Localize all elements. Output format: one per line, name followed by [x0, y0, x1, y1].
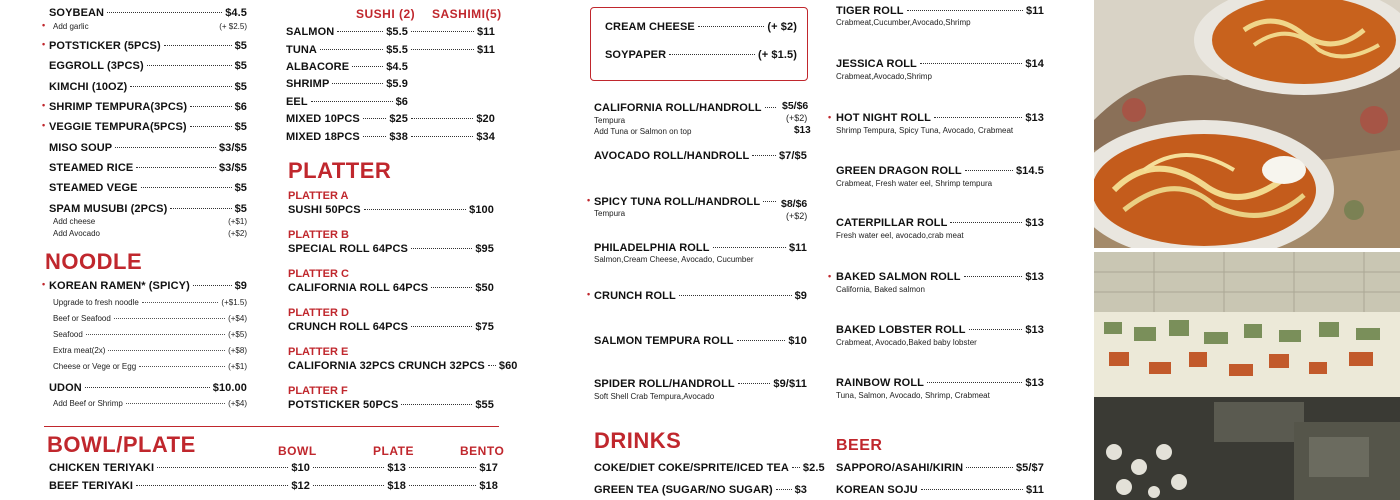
special-roll-desc: Fresh water eel, avocado,crab meat [836, 231, 964, 240]
special-roll-desc: Crabmeat, Fresh water eel, Shrimp tempura [836, 179, 993, 188]
star-icon: • [828, 112, 832, 122]
star-icon: • [42, 20, 46, 30]
plate-column-header: PLATE [373, 444, 414, 458]
special-roll: BAKED LOBSTER ROLL $13 [836, 324, 1044, 336]
platter-item: SPECIAL ROLL 64PCS $95 [288, 243, 494, 255]
ramen-option: Upgrade to fresh noodle (+$1.5) [53, 298, 247, 307]
menu-item-avocado-roll: AVOCADO ROLL/HANDROLL $7/$5 [594, 150, 807, 162]
spicy-tuna-note: Tempura [594, 209, 626, 218]
beer-item: KOREAN SOJU $11 [836, 484, 1044, 496]
drinks-heading: DRINKS [594, 428, 682, 453]
star-icon: • [828, 271, 832, 281]
menu-item-kimchi: KIMCHI (10OZ) $5 [49, 81, 247, 93]
platter-heading: PLATTER [288, 158, 392, 183]
bowl-row: CHICKEN TERIYAKI $10 [49, 462, 310, 474]
beer-heading: BEER [836, 437, 883, 454]
addon-avocado: Add Avocado (+$2) [53, 229, 247, 238]
menu-item-steamed-vege: STEAMED VEGE $5 [49, 182, 247, 194]
star-icon: • [42, 39, 46, 49]
bowl-row: BEEF TERIYAKI $12 [49, 480, 310, 492]
special-roll: CATERPILLAR ROLL $13 [836, 217, 1044, 229]
spicy-tuna-tempura-price: (+$2) [786, 211, 808, 221]
platter-item: CRUNCH ROLL 64PCS $75 [288, 321, 494, 333]
sushi-row: MIXED 18PCS $38 [286, 131, 408, 143]
ramen-option: Cheese or Vege or Egg (+$1) [53, 362, 247, 371]
california-note: Add Tuna or Salmon on top [594, 127, 692, 136]
california-tempura-price: (+$2) [786, 113, 808, 123]
platter-label: PLATTER C [288, 268, 349, 280]
bento-column-header: BENTO [460, 444, 505, 458]
platter-label: PLATTER B [288, 229, 349, 241]
sashimi-price: $34 [408, 131, 495, 143]
bowl-column-header: BOWL [278, 444, 317, 458]
platter-label: PLATTER E [288, 346, 349, 358]
bento-price: $17 [406, 462, 498, 474]
menu-item-salmon-tempura-roll: SALMON TEMPURA ROLL $10 [594, 335, 807, 347]
ramen-option: Seafood (+$5) [53, 330, 247, 339]
star-icon: • [42, 279, 46, 289]
ramen-option: Beef or Seafood (+$4) [53, 314, 247, 323]
restaurant-interior-photo [1094, 252, 1400, 500]
philadelphia-desc: Salmon,Cream Cheese, Avocado, Cucumber [594, 255, 754, 264]
special-roll: TIGER ROLL $11 [836, 5, 1044, 17]
sashimi-column-header: SASHIMI(5) [432, 7, 502, 21]
platter-item: POTSTICKER 50PCS $55 [288, 399, 494, 411]
sushi-row: EEL $6 [286, 96, 408, 108]
star-icon: • [42, 100, 46, 110]
ramen-bowl-photo [1094, 0, 1400, 248]
menu-item-soybean: SOYBEAN $4.5 [49, 7, 247, 19]
plate-price: $13 [310, 462, 406, 474]
drink-item: COKE/DIET COKE/SPRITE/ICED TEA $2.5 [594, 462, 825, 474]
california-topping-price: $13 [794, 125, 811, 136]
special-roll-desc: California, Baked salmon [836, 285, 925, 294]
sushi-row: TUNA $5.5 [286, 44, 408, 56]
platter-item: CALIFORNIA ROLL 64PCS $50 [288, 282, 494, 294]
section-divider [44, 426, 499, 427]
menu-item-spam-musubi: SPAM MUSUBI (2PCS) $5 [49, 203, 247, 215]
menu-item-california-roll: CALIFORNIA ROLL/HANDROLL [594, 102, 779, 114]
menu-item-philadelphia-roll: PHILADELPHIA ROLL $11 [594, 242, 807, 254]
addon-garlic: Add garlic (+ $2.5) [53, 22, 247, 31]
spider-desc: Soft Shell Crab Tempura,Avocado [594, 392, 715, 401]
special-roll-desc: Crabmeat,Avocado,Shrimp [836, 72, 932, 81]
sushi-row: ALBACORE $4.5 [286, 61, 408, 73]
california-note: Tempura [594, 116, 626, 125]
star-icon: • [42, 120, 46, 130]
sushi-row: SALMON $5.5 [286, 26, 408, 38]
sushi-column-header: SUSHI (2) [356, 7, 416, 21]
star-icon: • [587, 289, 591, 299]
menu-item-spider-roll: SPIDER ROLL/HANDROLL $9/$11 [594, 378, 807, 390]
platter-label: PLATTER D [288, 307, 349, 319]
menu-item-spicy-tuna-roll: SPICY TUNA ROLL/HANDROLL [594, 196, 779, 208]
spicy-tuna-price: $8/$6 [781, 198, 808, 210]
special-roll-desc: Shrimp Tempura, Spicy Tuna, Avocado, Crabmeat [836, 126, 1014, 135]
menu-item-shrimp-tempura: SHRIMP TEMPURA(3PCS) $6 [49, 101, 247, 113]
star-icon: • [587, 195, 591, 205]
plate-price: $18 [310, 480, 406, 492]
menu-item-steamed-rice: STEAMED RICE $3/$5 [49, 162, 247, 174]
addon-cheese: Add cheese (+$1) [53, 217, 247, 226]
extras-box [590, 7, 808, 81]
extra-item: SOYPAPER (+ $1.5) [605, 49, 797, 61]
special-roll: HOT NIGHT ROLL $13 [836, 112, 1044, 124]
special-roll: RAINBOW ROLL $13 [836, 377, 1044, 389]
ramen-option: Extra meat(2x) (+$8) [53, 346, 247, 355]
menu-item-korean-ramen: KOREAN RAMEN* (SPICY) $9 [49, 280, 247, 292]
platter-label: PLATTER F [288, 385, 348, 397]
platter-item: SUSHI 50PCS $100 [288, 204, 494, 216]
sushi-row: SHRIMP $5.9 [286, 78, 408, 90]
special-roll: BAKED SALMON ROLL $13 [836, 271, 1044, 283]
menu-item-udon: UDON $10.00 [49, 382, 247, 394]
special-roll-desc: Tuna, Salmon, Avocado, Shrimp, Crabmeat [836, 391, 990, 400]
menu-item-veggie-tempura: VEGGIE TEMPURA(5PCS) $5 [49, 121, 247, 133]
special-roll-desc: Crabmeat, Avocado,Baked baby lobster [836, 338, 977, 347]
menu-item-crunch-roll: CRUNCH ROLL $9 [594, 290, 807, 302]
sashimi-price: $11 [408, 26, 495, 38]
platter-item: CALIFORNIA 32PCS CRUNCH 32PCS $60 [288, 360, 518, 372]
special-roll: JESSICA ROLL $14 [836, 58, 1044, 70]
sashimi-price: $11 [408, 44, 495, 56]
menu-item-miso-soup: MISO SOUP $3/$5 [49, 142, 247, 154]
menu-item-potsticker: POTSTICKER (5PCS) $5 [49, 40, 247, 52]
sashimi-price: $20 [408, 113, 495, 125]
noodle-heading: NOODLE [45, 249, 143, 274]
bento-price: $18 [406, 480, 498, 492]
bowl-plate-heading: BOWL/PLATE [47, 432, 196, 457]
udon-option: Add Beef or Shrimp (+$4) [53, 399, 247, 408]
sushi-row: MIXED 10PCS $25 [286, 113, 408, 125]
beer-item: SAPPORO/ASAHI/KIRIN $5/$7 [836, 462, 1044, 474]
extra-item: CREAM CHEESE (+ $2) [605, 21, 797, 33]
special-roll: GREEN DRAGON ROLL $14.5 [836, 165, 1044, 177]
menu-item-eggroll: EGGROLL (3PCS) $5 [49, 60, 247, 72]
special-roll-desc: Crabmeat,Cucumber,Avocado,Shrimp [836, 18, 971, 27]
platter-label: PLATTER A [288, 190, 349, 202]
california-price: $5/$6 [782, 100, 809, 112]
drink-item: GREEN TEA (SUGAR/NO SUGAR) $3 [594, 484, 807, 496]
